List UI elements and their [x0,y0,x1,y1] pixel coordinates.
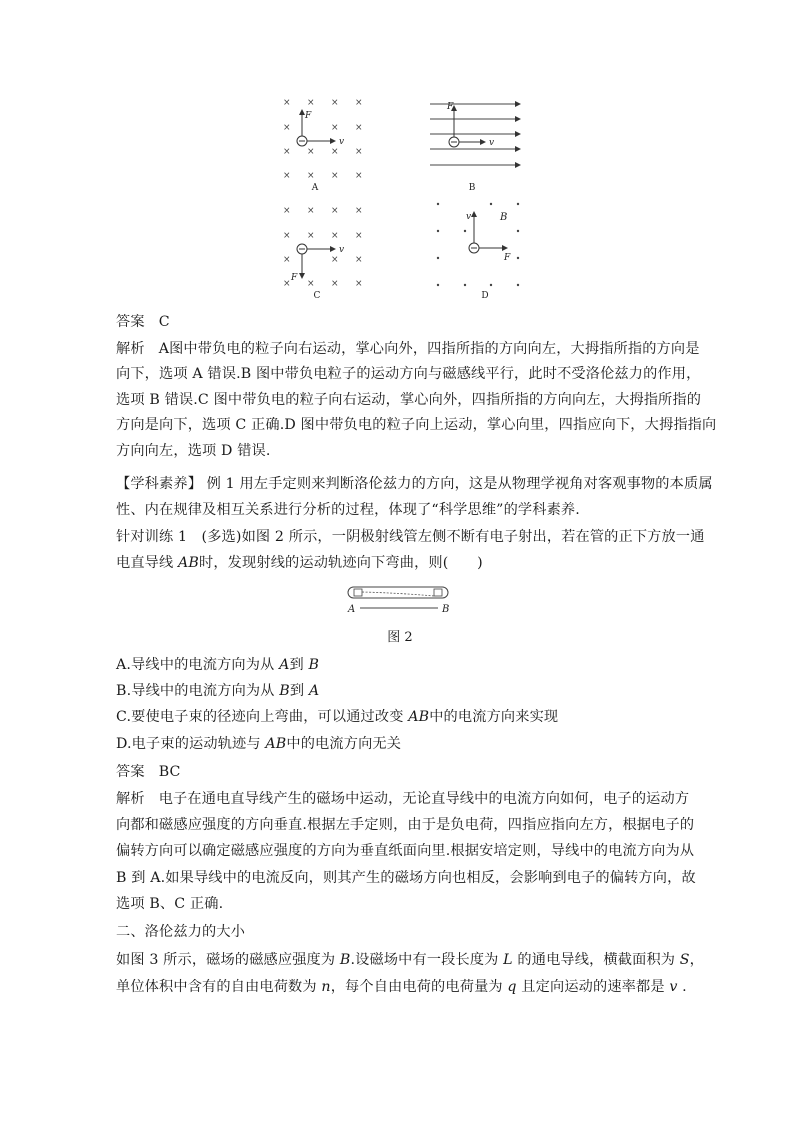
svg-text:×: × [283,231,291,241]
svg-text:×: × [355,123,363,133]
answer-value: C [158,314,170,330]
panel-c [283,206,363,301]
panel-d-label: D [481,291,489,301]
q2-analysis-line: B 到 A.如果导线中的电流反向，则其产生的磁场方向也相反，会影响到电子的偏转方向，故 [116,870,696,886]
wire-end-b: B [442,604,450,615]
svg-text:×: × [355,147,363,157]
svg-text:×: × [283,123,291,133]
svg-text:×: × [283,279,291,289]
svg-text:×: × [355,279,363,289]
panel-a [283,98,363,193]
velocity-label-a: v [339,137,345,147]
panel-b [430,102,520,193]
svg-text:×: × [331,123,339,133]
answer-value: BC [158,764,181,780]
figure-cathode-ray-tube [340,585,460,615]
svg-text:×: × [307,98,315,108]
svg-text:×: × [331,171,339,181]
option-c: C.要使电子束的径迹向上弯曲，可以通过改变 AB中的电流方向来实现 [116,709,559,725]
q1-analysis-line: 解析 A图中带负电的粒子向右运动，掌心向外，四指所指的方向向左，大拇指所指的方向是 [116,341,700,357]
option-a: A.导线中的电流方向为从 A到 B [116,657,320,673]
q1-answer [116,312,682,332]
paragraph-line: 如图 3 所示，磁场的磁感应强度为 B.设磁场中有一段长度为 L 的通电导线，横截面积为 S， [116,952,705,968]
analysis-label: 解析 [116,791,145,807]
answer-label: 答案 [116,764,145,780]
literacy-line: 【学科素养】 例 1 用左手定则来判断洛伦兹力的方向，这是从物理学视角对客观事物的本质属 [116,476,713,492]
q2-analysis-line: 偏转方向可以确定磁感应强度的方向为垂直纸面向里.根据安培定则，导线中的电流方向为从 [116,843,695,859]
figure-caption: 图 2 [387,630,413,645]
q1-analysis-line: 方向向左，选项 D 错误. [116,443,271,459]
svg-text:×: × [355,171,363,181]
paragraph-line: 单位体积中含有的自由电荷数为 n，每个自由电荷的电荷量为 q 且定向运动的速率都是 v . [116,979,687,995]
answer-label: 答案 [116,314,145,330]
analysis-label: 解析 [116,341,145,357]
svg-text:×: × [355,206,363,216]
velocity-label-b: v [489,138,495,148]
wire-end-a: A [348,604,356,615]
panel-a-label: A [311,183,319,193]
field-label-d: B [500,212,508,223]
svg-text:×: × [283,255,291,265]
svg-text:×: × [331,231,339,241]
svg-text:×: × [307,147,315,157]
q2-analysis-line: 解析 电子在通电直导线产生的磁场中运动，无论直导线中的电流方向如何，电子的运动方 [116,791,690,807]
panel-d [437,203,519,301]
option-d: D.电子束的运动轨迹与 AB中的电流方向无关 [116,736,402,752]
svg-text:×: × [307,279,315,289]
svg-text:×: × [355,231,363,241]
svg-text:×: × [355,255,363,265]
svg-text:×: × [355,98,363,108]
panel-c-label: C [313,291,321,301]
section-title: 二、洛伦兹力的大小 [116,924,246,940]
svg-text:×: × [283,98,291,108]
q2-answer [116,762,682,782]
figure-lorentz-panels [275,92,535,304]
svg-text:×: × [307,206,315,216]
velocity-label-c: v [339,245,345,255]
training-question-line: 电直导线 AB时，发现射线的运动轨迹向下弯曲，则( ) [116,555,483,571]
svg-text:×: × [283,206,291,216]
svg-text:×: × [331,147,339,157]
q2-analysis-line: 向都和磁感应强度的方向垂直.根据左手定则，由于是负电荷，四指应指向左方，根据电子的 [116,817,695,833]
q1-analysis-line: 方向是向下，选项 C 正确.D 图中带负电的粒子向上运动，掌心向里，四指应向下，大拇指指向 [116,417,717,433]
force-label-b: F [447,102,454,112]
svg-text:×: × [283,171,291,181]
svg-text:×: × [331,206,339,216]
svg-text:×: × [331,98,339,108]
panel-b-label: B [468,183,476,193]
q1-analysis-line: 向下，选项 A 错误.B 图中带负电粒子的运动方向与磁感线平行，此时不受洛伦兹力的作用， [116,366,701,382]
q2-analysis-line: 选项 B、C 正确. [116,896,224,912]
svg-text:×: × [307,171,315,181]
q1-analysis-line: 选项 B 错误.C 图中带负电的粒子向右运动，掌心向外，四指所指的方向向左，大拇指所指的 [116,392,702,408]
force-label-d: F [504,253,511,263]
svg-text:×: × [331,255,339,265]
svg-text:×: × [331,279,339,289]
force-label-a: F [305,111,312,121]
literacy-line: 性、内在规律及相互关系进行分析的过程，体现了“科学思维”的学科素养. [116,502,580,518]
svg-text:×: × [307,231,315,241]
option-b: B.导线中的电流方向为从 B到 A [116,683,320,699]
force-label-c: F [291,273,298,283]
training-question-line: 针对训练 1 (多选)如图 2 所示，一阴极射线管左侧不断有电子射出，若在管的正下方放一通 [116,529,705,545]
velocity-label-d: v [466,212,472,222]
svg-text:×: × [283,147,291,157]
